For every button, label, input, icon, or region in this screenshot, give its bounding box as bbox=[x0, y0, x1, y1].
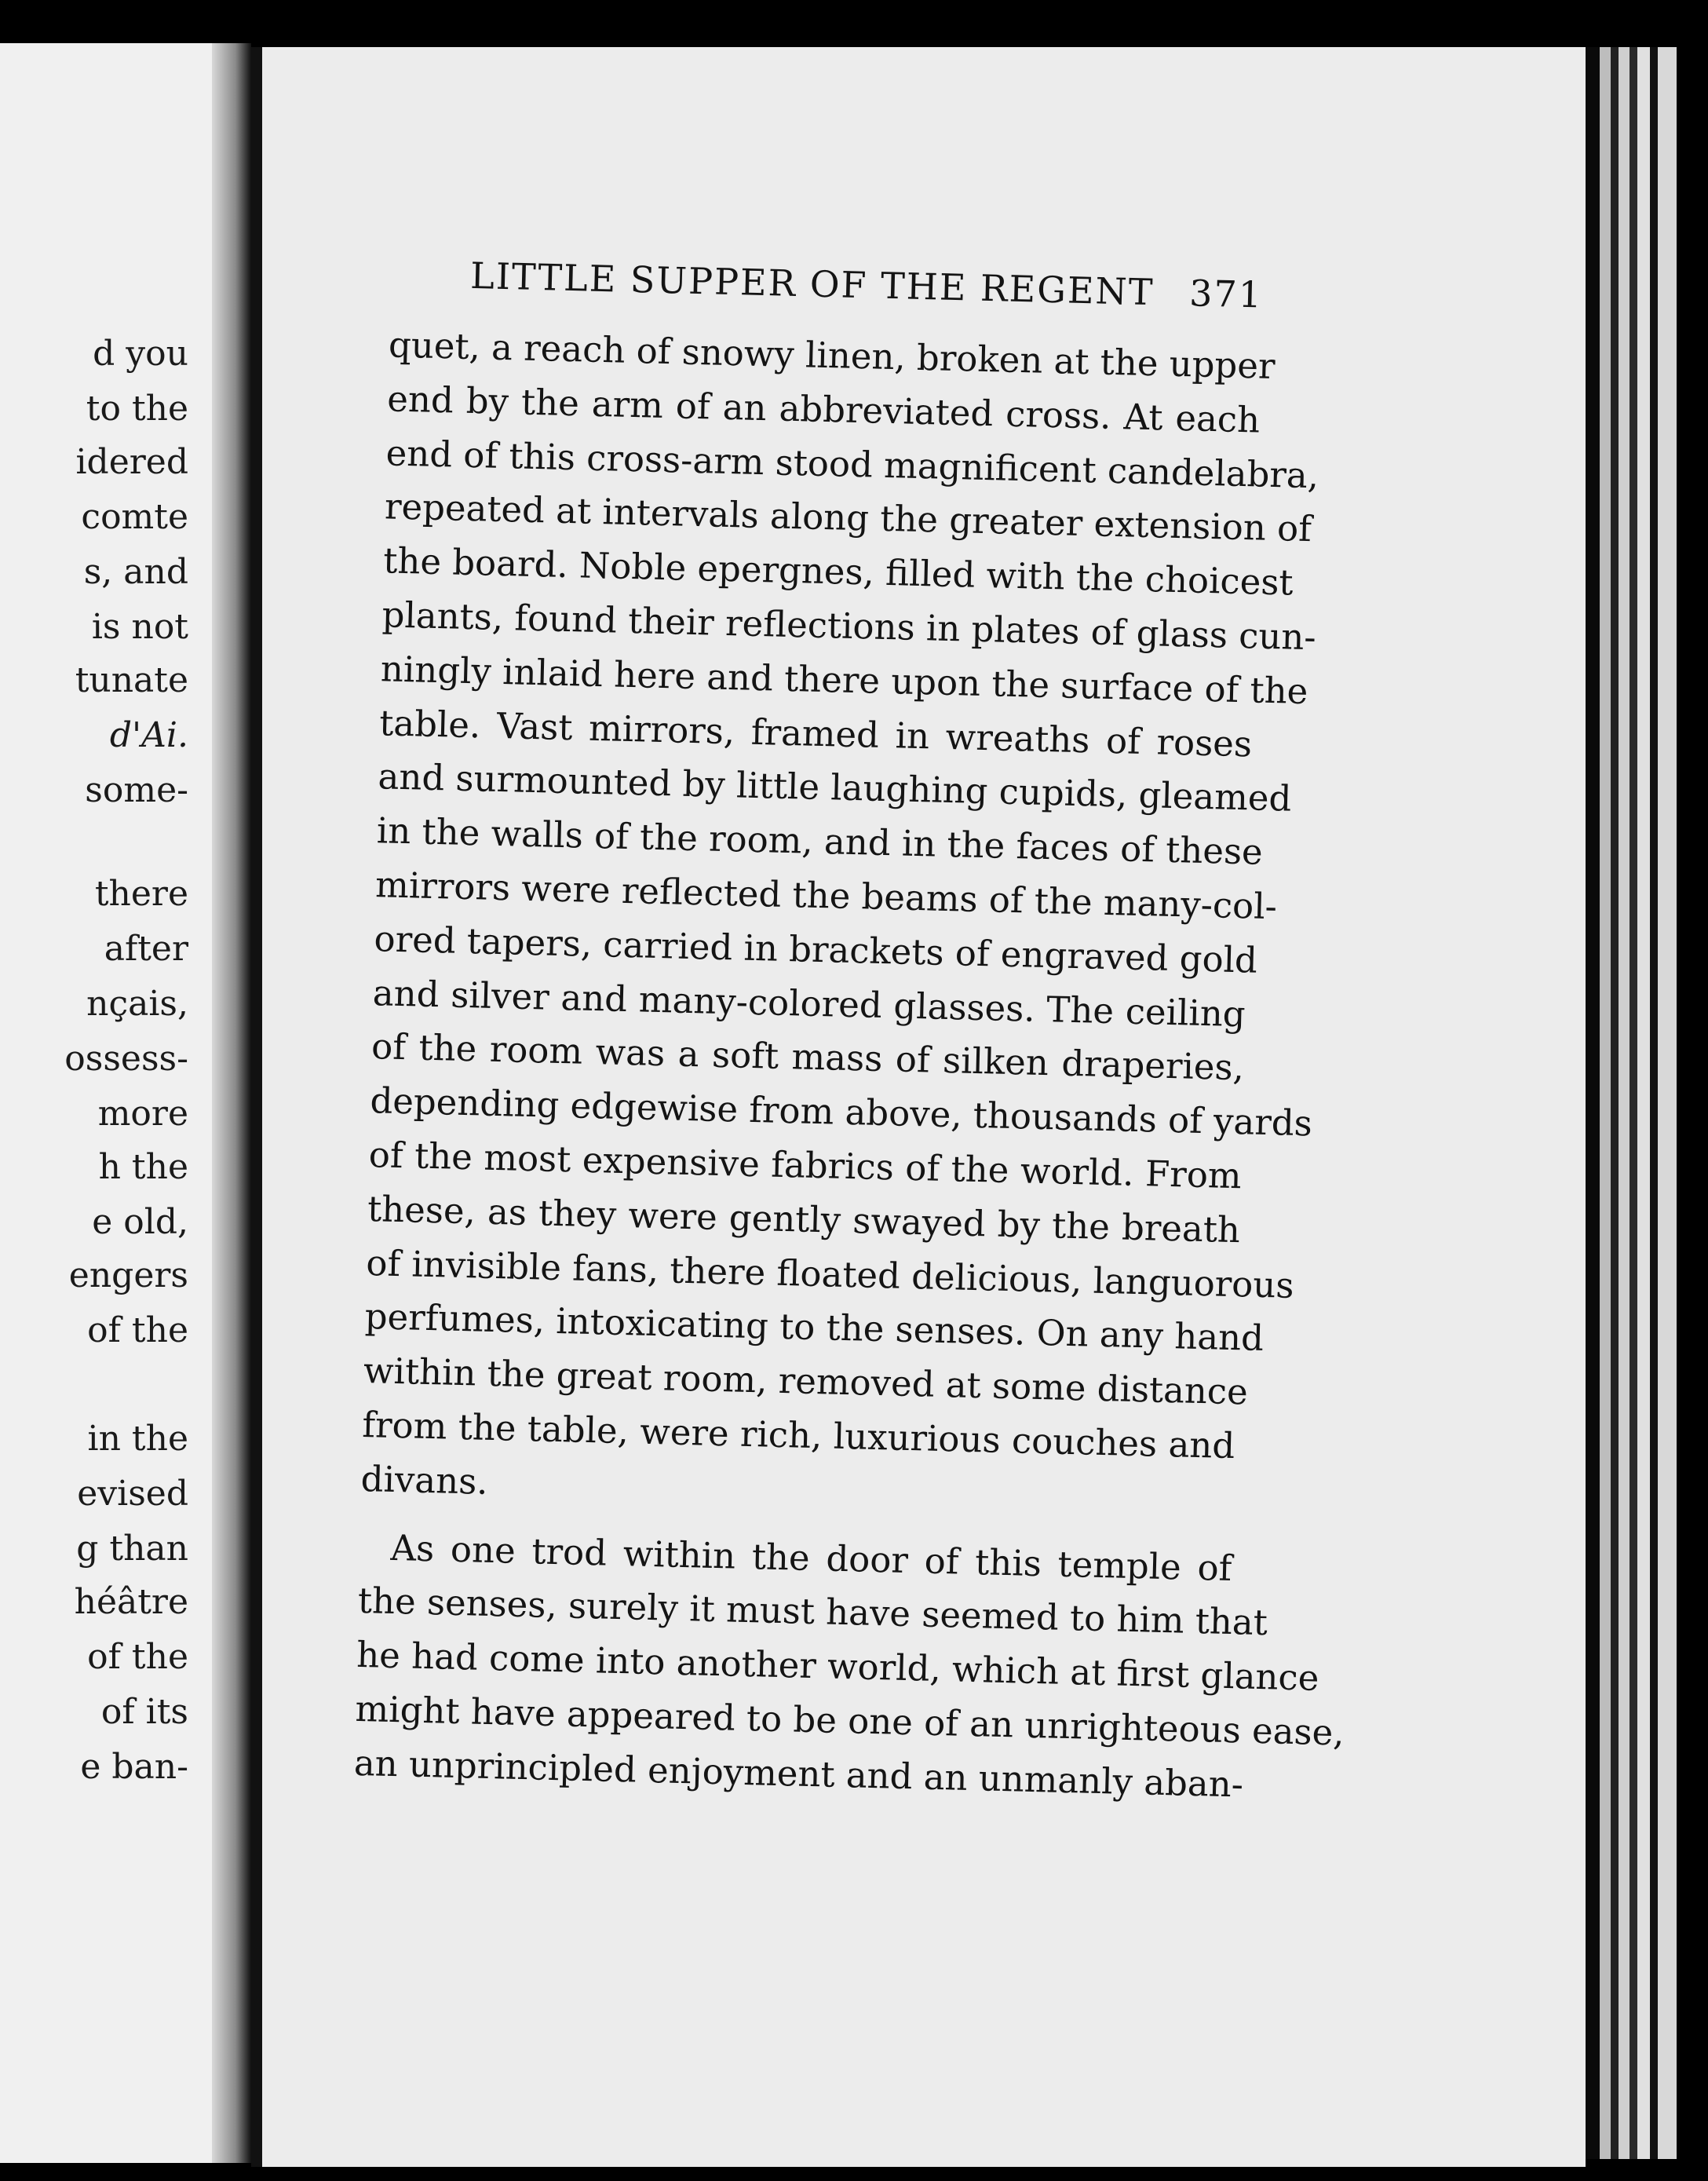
page-number: 371 bbox=[1188, 272, 1264, 316]
left-page-line: nçais, bbox=[86, 984, 188, 1024]
paragraph-1 bbox=[315, 317, 1319, 1528]
page-text-block bbox=[308, 251, 1345, 1812]
text-line: depending edgewise from above, thousands of yards bbox=[369, 1080, 1313, 1145]
text-line: might have appeared to be one of an unrighteous ease, bbox=[355, 1687, 1345, 1754]
left-page-line: ossess- bbox=[64, 1039, 188, 1079]
left-page-line: h the bbox=[98, 1147, 188, 1187]
left-page-line: d you bbox=[93, 334, 188, 374]
text-line: divans. bbox=[360, 1457, 489, 1503]
left-page-line: of the bbox=[87, 1310, 188, 1350]
text-line: within the great room, removed at some distance bbox=[363, 1350, 1249, 1413]
text-line: plants, found their reflections in plates of glass cun- bbox=[381, 594, 1317, 659]
text-line: end of this cross-arm stood magnificent candelabra, bbox=[385, 431, 1319, 496]
left-page-line: d'Ai. bbox=[109, 715, 188, 755]
text-line: mirrors were reflected the beams of the many-col- bbox=[374, 864, 1278, 928]
paragraph-2 bbox=[308, 1519, 1345, 1811]
left-facing-page bbox=[0, 43, 220, 2163]
left-page-line: after bbox=[104, 929, 188, 969]
text-line: of the room was a soft mass of silken draperies, bbox=[370, 1025, 1245, 1089]
left-page-line: g than bbox=[76, 1529, 188, 1569]
left-page-line: to the bbox=[86, 389, 188, 429]
page-edge bbox=[1600, 47, 1611, 2159]
left-page-line: in the bbox=[87, 1419, 188, 1459]
text-line: table. Vast mirrors, framed in wreaths of roses bbox=[378, 701, 1253, 765]
page-edge bbox=[1611, 47, 1619, 2159]
page-edge bbox=[1650, 47, 1658, 2159]
text-line: quet, a reach of snowy linen, broken at the upper bbox=[388, 323, 1276, 387]
page-edge bbox=[1619, 47, 1630, 2159]
text-line: of invisible fans, there floated delicious, languorous bbox=[365, 1241, 1295, 1306]
text-line: end by the arm of an abbreviated cross. At each bbox=[386, 378, 1261, 441]
page-edge bbox=[1630, 47, 1637, 2159]
page-edge bbox=[1637, 47, 1650, 2159]
left-page-line: s, and bbox=[83, 552, 188, 592]
left-page-line: comte bbox=[81, 497, 188, 537]
text-line: of the most expensive fabrics of the world. From bbox=[368, 1134, 1243, 1197]
left-page-line: is not bbox=[91, 607, 188, 647]
text-line: perfumes, intoxicating to the senses. On any hand bbox=[364, 1295, 1265, 1360]
text-line: these, as they were gently swayed by the breath bbox=[367, 1187, 1241, 1251]
left-page-line: evised bbox=[77, 1474, 188, 1514]
left-page-line: e ban- bbox=[80, 1747, 188, 1787]
text-line: the senses, surely it must have seemed to him that bbox=[357, 1580, 1268, 1644]
text-line: he had come into another world, which at first glance bbox=[356, 1634, 1320, 1699]
text-line: an unprincipled enjoyment and an unmanly aban- bbox=[353, 1741, 1244, 1806]
text-line: and surmounted by little laughing cupids, gleamed bbox=[378, 755, 1292, 820]
left-page-line: engers bbox=[68, 1255, 188, 1295]
page-edge bbox=[1658, 47, 1677, 2159]
left-page-line: e old, bbox=[92, 1202, 188, 1242]
text-line: repeated at intervals along the greater extension of bbox=[384, 485, 1312, 550]
left-page-line: more bbox=[97, 1094, 188, 1134]
running-head-title: LITTLE SUPPER OF THE REGENT bbox=[469, 254, 1155, 314]
text-line: As one trod within the door of this temple of bbox=[390, 1526, 1233, 1589]
text-line: ningly inlaid here and there upon the surface of the bbox=[380, 648, 1308, 712]
text-line: from the table, were rich, luxurious couches and bbox=[361, 1403, 1235, 1467]
left-page-line: of its bbox=[100, 1692, 188, 1732]
left-page-line: some- bbox=[85, 770, 188, 810]
left-page-line: of the bbox=[87, 1637, 188, 1677]
text-line: and silver and many-colored glasses. The ceiling bbox=[372, 971, 1246, 1035]
left-page-line: tunate bbox=[75, 660, 188, 700]
left-page-line: idered bbox=[75, 442, 188, 482]
text-line: ored tapers, carried in brackets of engraved gold bbox=[373, 917, 1258, 981]
text-line: in the walls of the room, and in the faces of these bbox=[376, 809, 1264, 873]
left-page-line: héâtre bbox=[74, 1582, 188, 1622]
page-edge bbox=[1586, 47, 1600, 2159]
left-page-line: there bbox=[94, 874, 188, 914]
text-line: the board. Noble epergnes, filled with the choicest bbox=[382, 539, 1294, 604]
book-gutter bbox=[212, 43, 251, 2163]
